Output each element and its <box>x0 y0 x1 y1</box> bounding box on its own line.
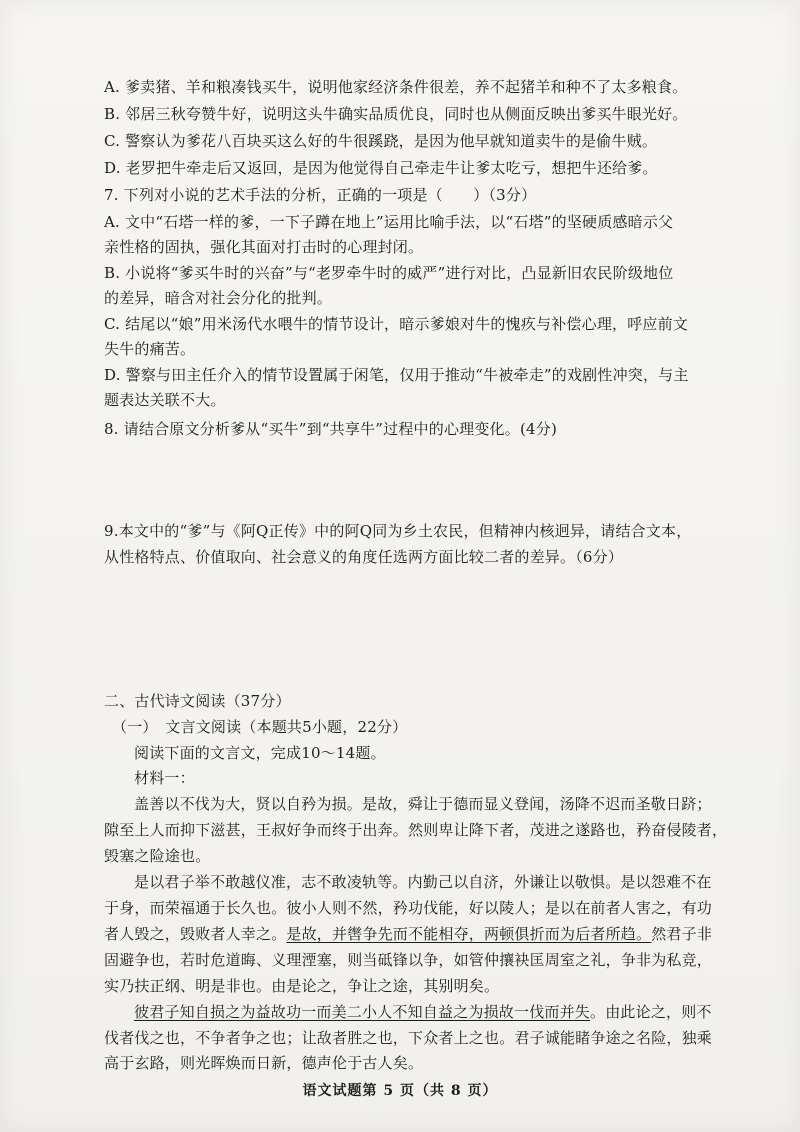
bleed-through-text <box>420 448 433 467</box>
underlined-sentence-2: 彼君子知自损之为益故功一而美二小人不知自益之为损故一伐而并失 <box>134 1003 591 1021</box>
q7-option-d-line2: 题表达关联不大。 <box>104 391 226 409</box>
material-label: 材料一： <box>134 769 195 787</box>
page-footer: 语文试题第 5 页（共 8 页） <box>302 1083 498 1099</box>
q7-option-c-line1: C. 结尾以“娘”用米汤代水喂牛的情节设计，暗示爹娘对牛的愧疚与补偿心理，呼应前文 <box>104 315 689 333</box>
q6-option-a: A. 爹卖猪、羊和粮凑钱买牛，说明他家经济条件很差，养不起猪羊和种不了太多粮食。 <box>104 78 688 96</box>
q6-option-d: D. 老罗把牛牵走后又返回，是因为他觉得自己牵走牛让爹太吃亏，想把牛还给爹。 <box>104 159 658 177</box>
q7-option-d-line1: D. 警察与田主任介入的情节设置属于闲笔，仅用于推动“牛被牵走”的戏剧性冲突，与主 <box>104 366 689 384</box>
passage-p3-line1 <box>134 1001 712 1023</box>
passage-p1-line2: 隙至上人而抑下滋甚，王叔好争而终于出奔。然则卑让降下者，茂进之遂路也，矜奋侵陵者， <box>104 821 728 839</box>
passage-p2-line3a: 者人毁之，毁败者人幸之。 <box>104 925 287 943</box>
q6-option-c: C. 警察认为爹花八百块买这么好的牛很蹊跷，是因为他早就知道卖牛的是偷牛贼。 <box>104 132 658 150</box>
section2-instruction: 阅读下面的文言文，完成10～14题。 <box>134 744 386 762</box>
q9-line1: 9.本文中的“爹”与《阿Q正传》中的阿Q同为乡土农民，但精神内核迥异，请结合文本， <box>104 522 692 540</box>
passage-p2-line3 <box>104 923 712 945</box>
passage-p3-line1b: 。由此论之，则不 <box>590 1003 712 1021</box>
passage-p2-line3c: 然君子非 <box>651 925 713 943</box>
passage-p3-line2: 伐者伐之也，不争者争之也；让敌者胜之也，下众者上之也。君子诚能睹争途之名险，独乘 <box>104 1029 713 1047</box>
q7-option-a-line1: A. 文中“石塔一样的爹，一下子蹲在地上”运用比喻手法，以“石塔”的坚硬质感暗示父 <box>104 213 674 231</box>
section2-subtitle: （一） 文言文阅读（本题共5小题，22分） <box>112 718 408 736</box>
passage-p2-line4: 固避争也，若时危道晦、义理湮塞，则当砥锋以争，如管仲攘袂匡周室之礼，争非为私竞， <box>104 951 713 969</box>
q9-line2: 从性格特点、价值取向、社会意义的角度任选两方面比较二者的差异。（6分） <box>104 548 624 566</box>
q6-option-b: B. 邻居三秋夸赞牛好，说明这头牛确实品质优良，同时也从侧面反映出爹买牛眼光好。 <box>104 105 688 123</box>
passage-p1-line1: 盖善以不伐为大，贤以自矜为损。是故，舜让于德而显义登闻，汤降不迟而圣敬日跻； <box>134 795 712 813</box>
passage-p2-line2: 于身，而荣福通于长久也。彼小人则不然，矜功伐能，好以陵人；是以在前者人害之，有功 <box>104 899 713 917</box>
underlined-sentence-1: 是故，并辔争先而不能相夺，两顿俱折而为后者所趋。 <box>286 925 652 943</box>
q7-option-b-line1: B. 小说将“爹买牛时的兴奋”与“老罗牵牛时的威严”进行对比，凸显新旧农民阶级地位 <box>104 264 674 282</box>
section2-title: 二、古代诗文阅读（37分） <box>104 692 291 710</box>
q7-option-c-line2: 失牛的痛苦。 <box>104 340 196 358</box>
q7-stem: 7. 下列对小说的艺术手法的分析，正确的一项是（ ）（3分） <box>104 186 537 204</box>
q8-stem: 8. 请结合原文分析爹从“买牛”到“共享牛”过程中的心理变化。(4分) <box>104 420 558 438</box>
q7-option-a-line2: 亲性格的固执，强化其面对打击时的心理封闭。 <box>104 238 424 256</box>
passage-p3-line3: 高于玄路，则光晖焕而日新，德声伦于古人矣。 <box>104 1054 424 1072</box>
passage-p2-line5: 实乃扶正纲、明是非也。由是论之，争让之途，其别明矣。 <box>104 977 500 995</box>
q7-option-b-line2: 的差异，暗含对社会分化的批判。 <box>104 289 333 307</box>
passage-p1-line3: 毁塞之险途也。 <box>104 847 211 865</box>
passage-p2-line1: 是以君子举不敢越仪准，志不敢凌轨等。内勤己以自济，外谦让以敬惧。是以怨难不在 <box>134 873 712 891</box>
